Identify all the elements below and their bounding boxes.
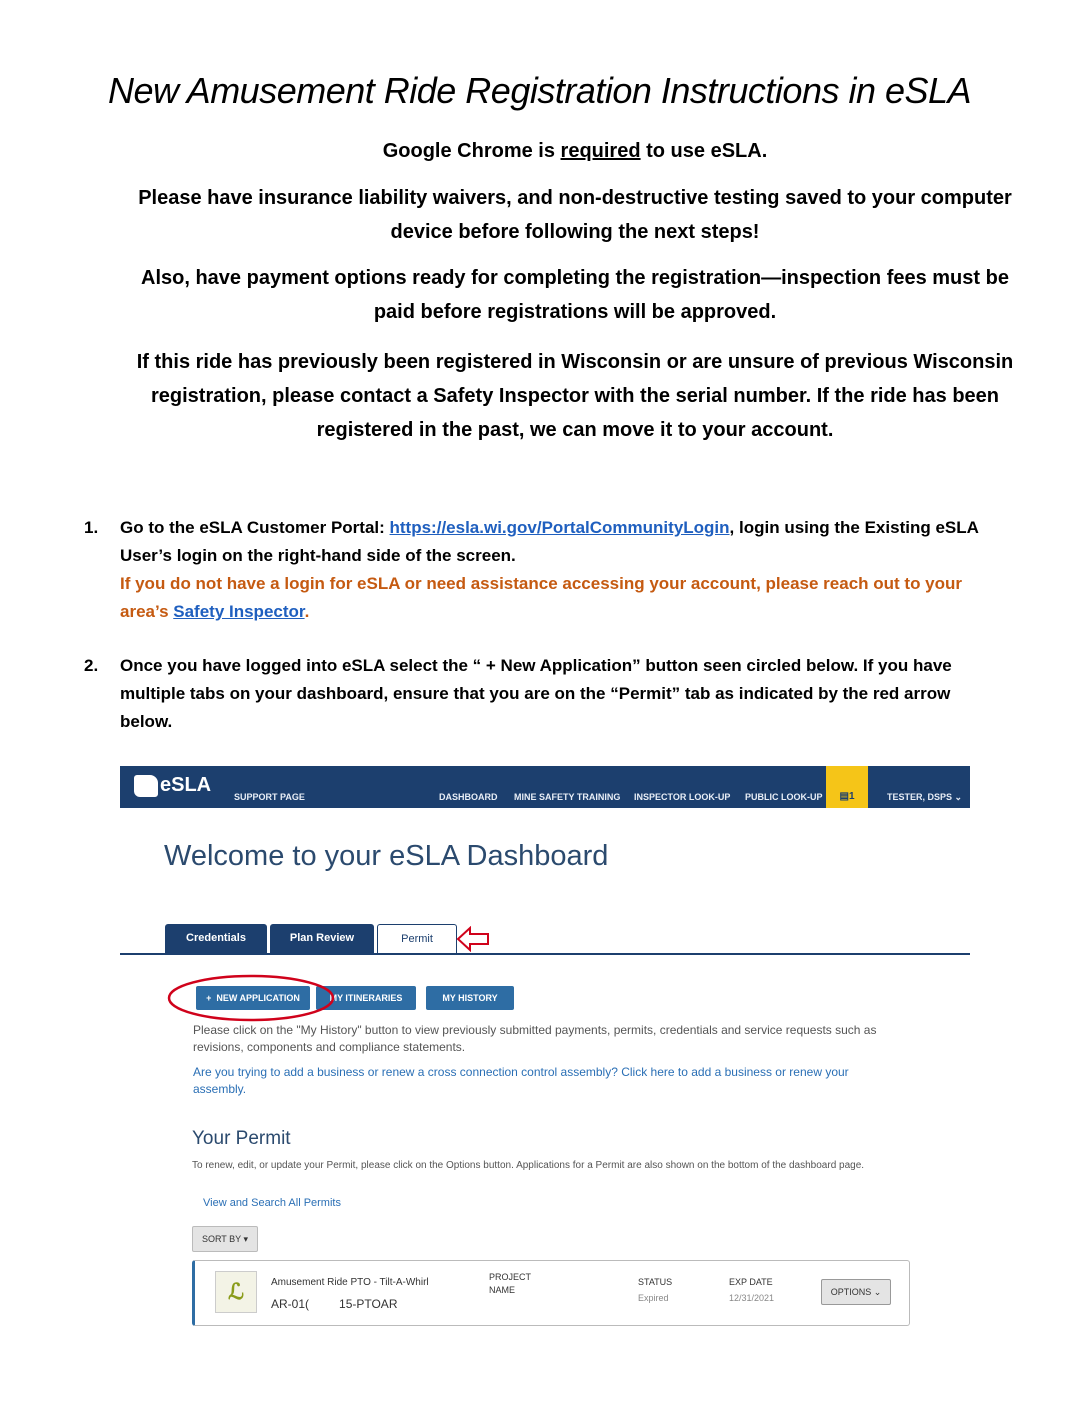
caret-down-icon: ▾: [243, 1234, 249, 1244]
nav-support-page[interactable]: SUPPORT PAGE: [234, 792, 305, 802]
my-history-button[interactable]: MY HISTORY: [426, 986, 514, 1010]
sort-by-button[interactable]: [192, 1226, 258, 1252]
nav-inspector-lookup[interactable]: INSPECTOR LOOK-UP: [634, 792, 731, 802]
options-button[interactable]: [821, 1279, 891, 1305]
step-number: 2.: [84, 656, 99, 675]
permit-logo-icon: ℒ: [215, 1271, 257, 1313]
user-menu[interactable]: [887, 792, 962, 803]
wisconsin-icon: [134, 775, 158, 797]
step-2: [84, 652, 984, 736]
my-itineraries-button[interactable]: MY ITINERARIES: [316, 986, 416, 1010]
permit-description: To renew, edit, or update your Permit, please click on the Options button. Applications for a Permit are also shown on the bottom of the dashboard page.: [192, 1160, 865, 1171]
login-help-end: .: [304, 602, 310, 621]
permit-id-start: AR-01(: [271, 1297, 310, 1311]
user-name: TESTER, DSPS: [887, 792, 953, 802]
safety-inspector-link[interactable]: Safety Inspector: [173, 602, 305, 621]
sort-label: SORT BY: [201, 1234, 241, 1244]
tab-plan-review[interactable]: Plan Review: [270, 924, 374, 953]
step-number: 1.: [84, 518, 99, 537]
step-text: , login using the Existing eSLA User’s login on the right-hand side of the screen.: [120, 518, 979, 565]
plus-icon: +: [206, 993, 212, 1003]
step-1: [84, 514, 984, 626]
status-label: STATUS: [638, 1277, 673, 1287]
permit-id: [271, 1297, 397, 1311]
chrome-prefix: Google Chrome is: [382, 140, 561, 162]
payment-note: Also, have payment options ready for completing the registration—inspection fees must be paid before registrations will be approved.: [141, 267, 1009, 323]
login-help: [120, 574, 962, 621]
new-application-label: NEW APPLICATION: [216, 993, 300, 1003]
top-navigation-bar: [120, 766, 970, 808]
welcome-heading: Welcome to your eSLA Dashboard: [164, 840, 609, 872]
project-name-label: PROJECT NAME: [489, 1272, 531, 1295]
nav-mine-safety-training[interactable]: MINE SAFETY TRAINING: [514, 792, 621, 802]
view-all-permits-link[interactable]: View and Search All Permits: [203, 1197, 341, 1209]
cart-count: 1: [848, 791, 855, 802]
login-help-text: If you do not have a login for eSLA or need assistance accessing your account, please reach out to your area’s: [120, 574, 963, 621]
step-text: Go to the eSLA Customer Portal:: [120, 518, 390, 537]
exp-date-value: 12/31/2021: [729, 1293, 775, 1303]
cart-icon: ▤: [839, 791, 849, 802]
esla-logo: [134, 774, 211, 797]
permit-card: [192, 1260, 910, 1326]
cart-button[interactable]: [826, 766, 868, 808]
step-text: Once you have logged into eSLA select the “ + New Application” button seen circled below. If you have multiple tabs on your dashboard, ensure that you are on the “Permit” tab as indicated by the red arrow below.: [120, 656, 952, 731]
waivers-note: Please have insurance liability waivers, and non-destructive testing saved to your computer device before following the next steps!: [138, 187, 1012, 243]
exp-date-label: EXP DATE: [729, 1277, 773, 1287]
logo-text: eSLA: [160, 774, 212, 796]
add-business-link[interactable]: Are you trying to add a business or renew a cross connection control assembly? Click here to add a business or renew your assembly.: [193, 1065, 849, 1096]
red-circle-annotation: [166, 972, 336, 1024]
history-note: Please click on the "My History" button to view previously submitted payments, permits, credentials and service requests such as revisions, components and compliance statements.: [193, 1023, 877, 1054]
chrome-suffix: to use eSLA.: [640, 140, 768, 162]
your-permit-heading: Your Permit: [192, 1128, 291, 1149]
instruction-steps: [84, 514, 984, 736]
options-label: OPTIONS: [830, 1287, 872, 1297]
chrome-required: required: [560, 140, 641, 162]
nav-public-lookup[interactable]: PUBLIC LOOK-UP: [745, 792, 823, 802]
permit-name: Amusement Ride PTO - Tilt-A-Whirl: [271, 1277, 429, 1288]
chevron-down-icon: ⌄: [954, 792, 963, 802]
status-value: Expired: [638, 1293, 669, 1303]
portal-link[interactable]: https://esla.wi.gov/PortalCommunityLogin: [389, 518, 730, 537]
permit-id-end: 15-PTOAR: [339, 1297, 398, 1311]
chrome-requirement: [120, 134, 1030, 168]
page-title: New Amusement Ride Registration Instructions in eSLA: [108, 70, 972, 111]
red-arrow-annotation: [456, 926, 490, 952]
dashboard-screenshot: [120, 766, 970, 1336]
tab-permit[interactable]: Permit: [377, 924, 457, 954]
nav-dashboard[interactable]: DASHBOARD: [439, 792, 498, 802]
tab-underline: [120, 953, 970, 955]
previous-registration-note: If this ride has previously been registered in Wisconsin or are unsure of previous Wisconsin registration, please contact a Safety Inspector with the serial number. If the ride has been registered in the past, we can move it to your account.: [136, 351, 1014, 441]
chevron-down-icon: ⌄: [873, 1287, 882, 1297]
tab-credentials[interactable]: Credentials: [165, 924, 267, 953]
